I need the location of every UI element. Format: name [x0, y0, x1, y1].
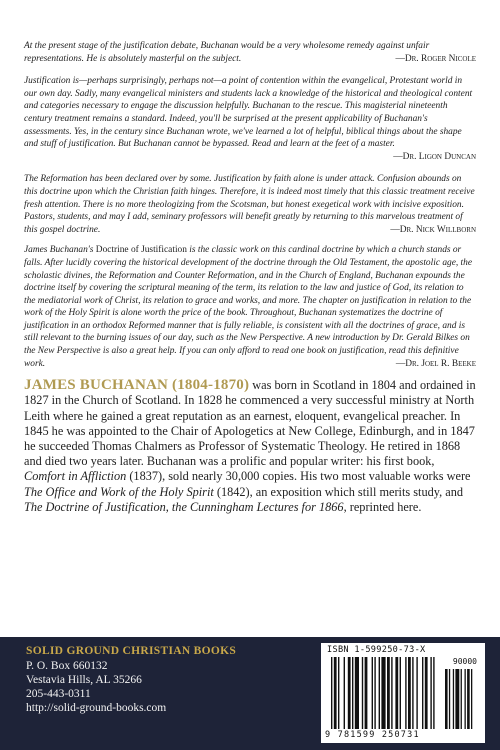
- barcode-bar: [338, 657, 339, 729]
- barcode-bar: [379, 657, 380, 729]
- endorsement-text: Justification is—perhaps surprisingly, perhaps not—a point of contention within the evangelical, Protestant world in our own day. Sadly, many evangelical ministers and students lack a knowledge of the historical and theological content and categories necessary to engage the discussion helpfully. Buchanan to the rescue. This magisterial nineteenth century treatment remains a standard. Indeed, you'll be surprised at the present applicability of Buchanan's assessments. Yes, in the century since Buchanan wrote, we've learned a lot of helpful, biblical things about the shape and stuff of justification. But Buchanan cannot be bypassed. Read and learn at the feet of a master.: [24, 76, 473, 150]
- endorsement-text: is the classic work on this cardinal doctrine by which a church stands or falls. After lucidly covering the historical development of the doctrine through the Old Testament, the apostolic age, the scholastic divines, the Reformation and Counter Reformation, and in the Church of England, Buchanan expounds the doctrine itself by covering the scriptural meaning of the term, its relation to the law and justice of God, its relation to the mediatorial work of Christ, its relation to grace and works, and more. The chapter on justification in relation to the work of the Holy Spirit is alone worth the price of the book. Throughout, Buchanan systematizes the doctrine of justification in an orthodox Reformed manner that is fully reliable, is consistent with all the doctrines of grace, and is still relevant to the burning issues of our day, such as the New Perspective. A new introduction by Dr. Gerald Bilkes on the New Perspective is also a great help. If you can only afford to read one book on justification, read this definitive work.: [24, 245, 473, 369]
- endorsement-text: At the present stage of the justification debate, Buchanan would be a very wholesome remedy against unfair representations. He is absolutely masterful on the subject.: [24, 41, 430, 64]
- barcode-bar: [348, 657, 351, 729]
- barcode-addon-bar: [465, 669, 466, 729]
- barcode-bar: [387, 657, 390, 729]
- bio-text: (1837), sold nearly 30,000 copies. His two most valuable works were: [126, 469, 471, 484]
- barcode-bar: [405, 657, 406, 729]
- bio-text: was born in Scotland in 1804 and ordained in 1827 in the Church of Scotland. In 1828 he commenced a very successful ministry at North Leith where he gained a great reputation as an earnest, eloquent, evangelical preacher. In 1845 he was appointed to the Chair of Apologetics at New College, Edinburgh, and in 1847 he succeeded Thomas Chalmers as Professor of Systematic Theology. He retired in 1868 and died two years later. Buchanan was a prolific and popular writer: his first book,: [24, 378, 476, 469]
- publisher-name: SOLID GROUND CHRISTIAN BOOKS: [26, 645, 237, 657]
- barcode-bar: [412, 657, 413, 729]
- publisher-url[interactable]: http://solid-ground-books.com: [26, 702, 167, 714]
- book-title: The Doctrine of Justification, the Cunningham Lectures for 1866: [24, 499, 344, 514]
- barcode-bars: [329, 657, 479, 731]
- book-title: Comfort in Affliction: [24, 469, 127, 484]
- endorsement-attribution: —Dr. Joel R. Beeke: [395, 358, 476, 369]
- barcode-bar: [331, 657, 332, 729]
- barcode-addon-bar: [461, 669, 462, 729]
- barcode-bar: [362, 657, 363, 729]
- publisher-info: [26, 645, 236, 715]
- endorsement-duncan: [24, 75, 476, 163]
- book-title: The Office and Work of the Holy Spirit: [24, 484, 214, 499]
- barcode-bar: [433, 657, 434, 729]
- author-bio: [24, 378, 476, 515]
- endorsement-nicole: [24, 40, 476, 65]
- barcode-bar: [400, 657, 401, 729]
- endorsement-attribution: —Dr. Roger Nicole: [395, 53, 476, 64]
- bio-text: , reprinted here.: [343, 499, 422, 514]
- isbn-label: ISBN 1-599250-73-X: [327, 645, 426, 655]
- endorsement-willborn: [24, 173, 476, 236]
- publisher-address: P. O. Box 660132: [26, 660, 108, 672]
- barcode-digits: 9 781599 250731: [325, 730, 420, 740]
- barcode-addon-bar: [471, 669, 472, 729]
- barcode-bar: [344, 657, 345, 729]
- barcode-bar: [408, 657, 411, 729]
- endorsement-text: The Reformation has been declared over by some. Justification by faith alone is under attack. Confusion abounds on this doctrine upon which the Christian faith hinges. Therefore, it is indeed most timely that this classic treatment receive fresh attention. There is no more theologizing from the Scotsman, but honest exegetical work with incisive exposition. Pastors, students, and may I add, seminary professors will benefit greatly by returning to this marvelous treatment of this gospel doctrine.: [24, 174, 475, 235]
- barcode-addon-bar: [449, 669, 450, 729]
- main-text: [24, 40, 476, 515]
- barcode-bar: [422, 657, 423, 729]
- barcode-bar: [425, 657, 428, 729]
- bio-text: (1842), an exposition which still merits study, and: [213, 484, 464, 499]
- barcode-bar: [334, 657, 337, 729]
- barcode-bar: [391, 657, 392, 729]
- barcode-addon-bar: [445, 669, 448, 729]
- price-code: 90000: [452, 657, 477, 666]
- endorsement-attribution: —Dr. Nick Willborn: [390, 224, 476, 235]
- barcode-bar: [381, 657, 385, 729]
- barcode-bar: [365, 657, 368, 729]
- publisher-city: Vestavia Hills, AL 35266: [26, 674, 142, 686]
- author-name: JAMES BUCHANAN (1804-1870): [24, 377, 250, 394]
- barcode-bar: [355, 657, 359, 729]
- barcode-bar: [430, 657, 431, 729]
- barcode-bar: [374, 657, 375, 729]
- barcode-box: [321, 643, 485, 743]
- book-title: Doctrine of Justification: [95, 245, 187, 256]
- barcode-bar: [352, 657, 353, 729]
- endorsement-beeke: [24, 244, 476, 370]
- barcode-addon-bar: [455, 669, 459, 729]
- publisher-phone: 205-443-0311: [26, 688, 91, 700]
- endorsement-text: James Buchanan's: [24, 245, 96, 256]
- barcode-bar: [416, 657, 417, 729]
- publisher-footer: [0, 637, 500, 750]
- endorsement-attribution: —Dr. Ligon Duncan: [393, 151, 476, 162]
- barcode-bar: [372, 657, 373, 729]
- barcode-bar: [395, 657, 398, 729]
- barcode-addon-bar: [453, 669, 454, 729]
- barcode-addon-bar: [467, 669, 470, 729]
